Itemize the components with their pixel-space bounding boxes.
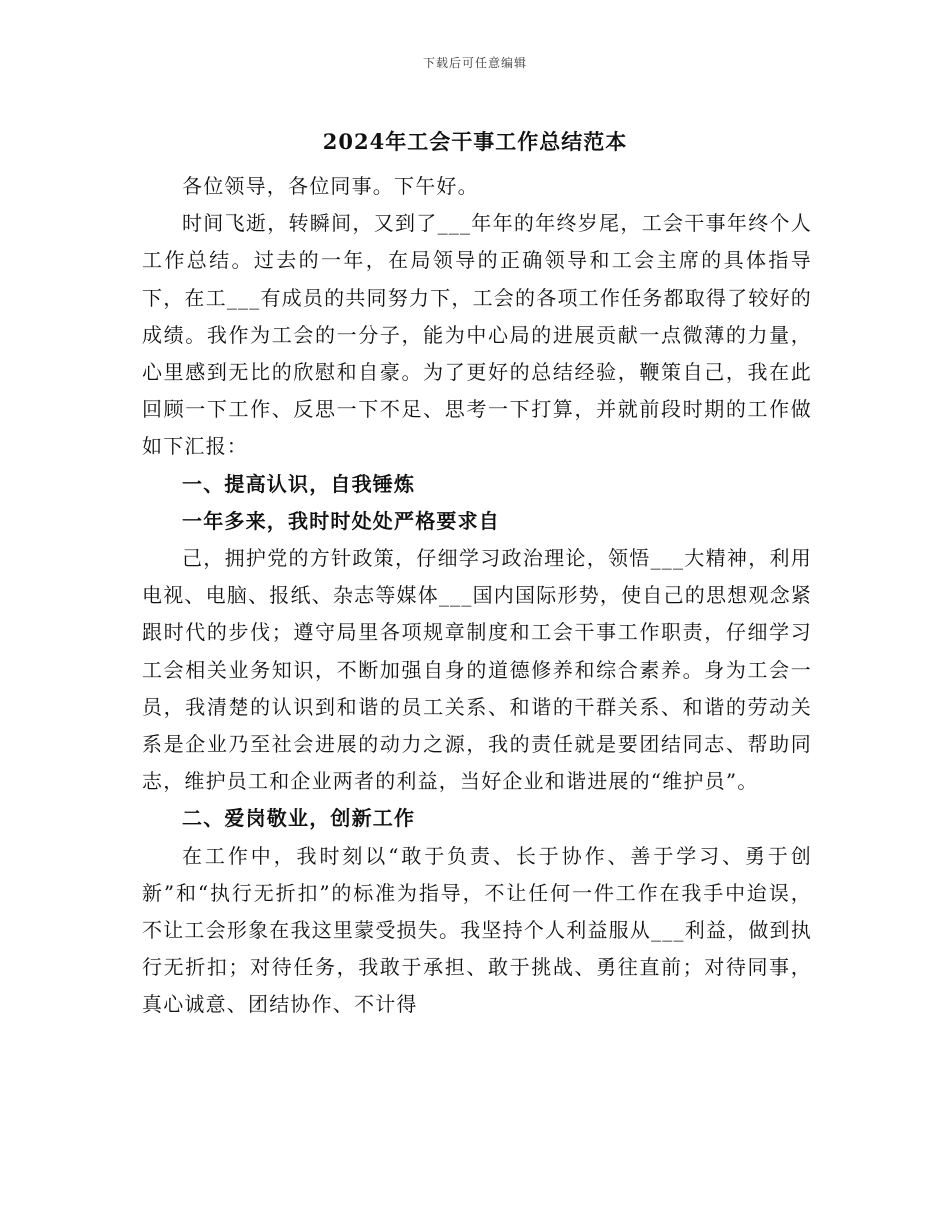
section-heading: 二、爱岗敬业，创新工作 [182, 806, 416, 831]
section-heading: 一、提高认识，自我锤炼 [182, 471, 416, 496]
document-body [142, 168, 812, 1024]
body-paragraph: 己，拥护党的方针政策，仔细学习政治理论，领悟___大精神，利用电视、电脑、报纸、杂志等媒体___国内国际形势，使自己的思想观念紧跟时代的步伐；遵守局里各项规章制度和工会干事工作职责，仔细学习工会相关业务知识，不断加强自身的道德修养和综合素养。身为工会一员，我清楚的认识到和谐的员工关系、和谐的干群关系、和谐的劳动关系是企业乃至社会进展的动力之源，我的责任就是要团结同志、帮助同志，维护员工和企业两者的利益，当好企业和谐进展的“维护员”。 [142, 546, 812, 794]
body-paragraph: 在工作中，我时刻以“敢于负责、长于协作、善于学习、勇于创新”和“执行无折扣”的标准为指导，不让任何一件工作在我手中迨误，不让工会形象在我这里蒙受损失。我坚持个人利益服从___利益，做到执行无折扣；对待任务，我敢于承担、敢于挑战、勇往直前；对待同事，真心诚意、团结协作、不计得 [142, 843, 812, 1017]
header-note: 下载后可任意编辑 [422, 56, 527, 70]
section-subheading: 一年多来，我时时处处严格要求自 [182, 508, 500, 533]
document-title: 2024年工会干事工作总结范本 [322, 129, 628, 154]
body-paragraph: 各位领导，各位同事。下午好。 [182, 174, 479, 198]
body-paragraph: 时间飞逝，转瞬间，又到了___年年的年终岁尾，工会干事年终个人工作总结。过去的一年，在局领导的正确领导和工会主席的具体指导下，在工___有成员的共同努力下，工会的各项工作任务都取得了较好的成绩。我作为工会的一分子，能为中心局的进展贡献一点微薄的力量，心里感到无比的欣慰和自豪。为了更好的总结经验，鞭策自己，我在此回顾一下工作、反思一下不足、思考一下打算，并就前段时期的工作做如下汇报： [142, 211, 812, 459]
